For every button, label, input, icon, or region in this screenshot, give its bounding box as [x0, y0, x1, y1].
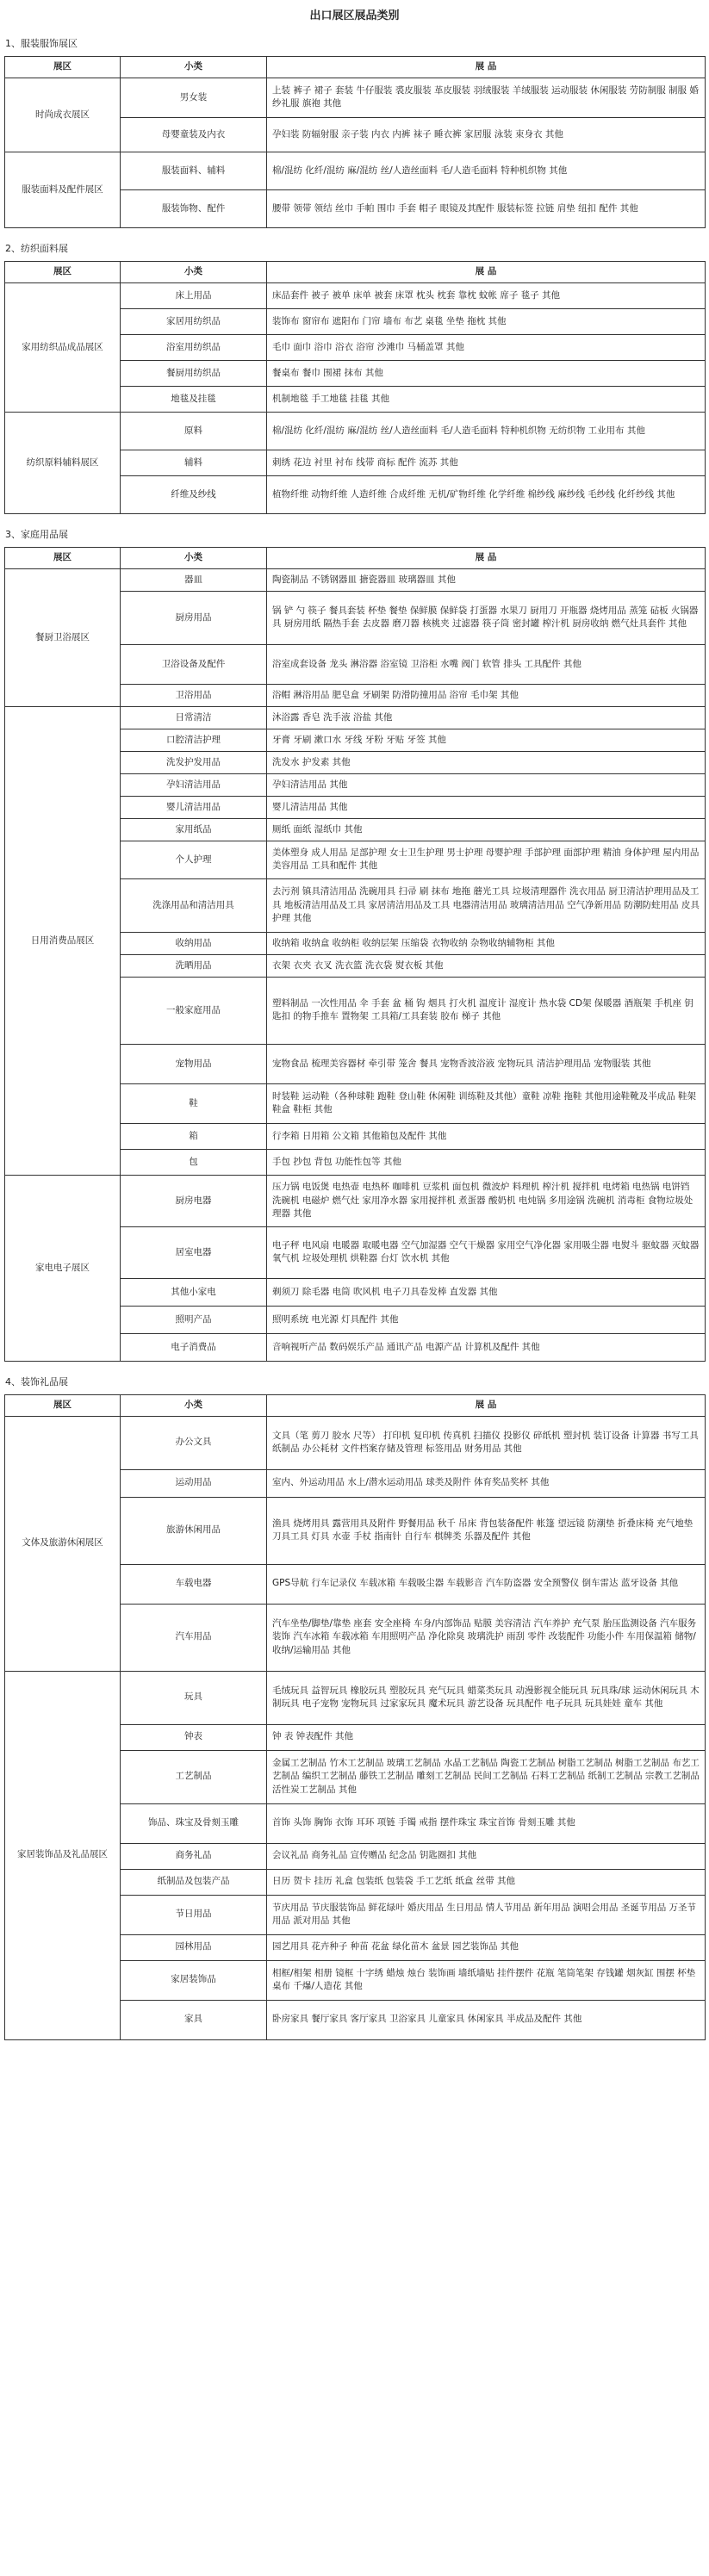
header-zone: 展区 [5, 1394, 121, 1416]
exhibit-list: 腰带 领带 领结 丝巾 手帕 围巾 手套 帽子 眼镜及其配件 服装标签 拉链 肩垫 纽扣 配件 其他 [267, 189, 706, 227]
exhibit-list: 手包 抄包 背包 功能性包等 其他 [267, 1149, 706, 1175]
zone-name: 文体及旅游休闲展区 [5, 1416, 121, 1671]
table-row [5, 1671, 706, 1724]
exhibit-list: 文具（笔 剪刀 胶水 尺等） 打印机 复印机 传真机 扫描仪 投影仪 碎纸机 塑封机 装订设备 计算器 书写工具 纸制品 办公耗材 文件档案存储及管理 标签用品 财务用品 其他 [267, 1416, 706, 1469]
exhibit-list: 宠物食品 梳理美容器材 牵引带 笼舍 餐具 宠物香波浴液 宠物玩具 清洁护理用品 宠物服装 其他 [267, 1044, 706, 1083]
exhibit-list: 锅 铲 勺 筷子 餐具套装 杯垫 餐垫 保鲜膜 保鲜袋 打蛋器 水果刀 厨用刀 开瓶器 烧烤用品 蒸笼 砧板 火锅器具 厨房用纸 隔热手套 去皮器 磨刀器 核桃夹 过滤器 筷子筒 密封罐 榨汁机 厨房收纳 燃气灶具套件 其他 [267, 591, 706, 644]
table-header [5, 56, 706, 78]
zone-name: 家电电子展区 [5, 1175, 121, 1361]
subcategory-name: 纸制品及包装产品 [121, 1869, 267, 1895]
zone-name: 家居装饰品及礼品展区 [5, 1671, 121, 2039]
zone-name: 日用消费品展区 [5, 706, 121, 1175]
subcategory-name: 宠物用品 [121, 1044, 267, 1083]
table-body [5, 282, 706, 513]
header-subcategory: 小类 [121, 261, 267, 282]
exhibit-list: 钟 表 钟表配件 其他 [267, 1724, 706, 1750]
zone-name: 服装面料及配件展区 [5, 152, 121, 227]
table-body [5, 568, 706, 1361]
subcategory-name: 卫浴用品 [121, 684, 267, 706]
exhibit-list: 植物纤维 动物纤维 人造纤维 合成纤维 无机/矿物纤维 化学纤维 棉纱线 麻纱线 毛纱线 化纤纱线 其他 [267, 475, 706, 513]
exhibit-list: 孕妇装 防辐射服 亲子装 内衣 内裤 袜子 睡衣裤 家居服 泳装 束身衣 其他 [267, 117, 706, 152]
exhibit-list: 压力锅 电饭煲 电热壶 电热杯 咖啡机 豆浆机 面包机 微波炉 料理机 榨汁机 搅拌机 电烤箱 电热锅 电饼铛 洗碗机 电磁炉 燃气灶 家用净水器 家用搅拌机 煮蛋器 酸奶机 电炖锅 多用途锅 洗碗机 消毒柜 食物垃圾处理器 其他 [267, 1175, 706, 1226]
exhibit-list: 棉/混纺 化纤/混纺 麻/混纺 丝/人造丝面料 毛/人造毛面料 特种机织物 其他 [267, 152, 706, 189]
subcategory-name: 车载电器 [121, 1564, 267, 1604]
subcategory-name: 辅料 [121, 450, 267, 475]
category-table [4, 56, 706, 228]
exhibit-list: 相框/相架 相册 镜框 十字绣 蜡烛 烛台 装饰画 墙纸墙贴 挂件摆件 花瓶 笔筒笔架 存钱罐 烟灰缸 围摆 杯垫 桌布 千爆/人造花 其他 [267, 1960, 706, 2000]
header-exhibits: 展 品 [267, 1394, 706, 1416]
zone-name: 餐厨卫浴展区 [5, 568, 121, 706]
subcategory-name: 其他小家电 [121, 1278, 267, 1306]
subcategory-name: 餐厨用纺织品 [121, 360, 267, 386]
table-header [5, 547, 706, 568]
section [0, 37, 709, 228]
subcategory-name: 地毯及挂毯 [121, 386, 267, 412]
table-row [5, 412, 706, 450]
subcategory-name: 电子消费品 [121, 1333, 267, 1361]
header-row [5, 1394, 706, 1416]
subcategory-name: 器皿 [121, 568, 267, 591]
header-zone: 展区 [5, 547, 121, 568]
exhibit-list: 去污剂 镇具清洁用品 洗碗用具 扫帚 刷 抹布 地拖 蘑光工具 垃圾清理器件 洗衣用品 厨卫清洁护理用品及工具 地板清洁用品及工具 家居清洁用品及工具 电器清洁用品 玻璃清洁用品 空气净新用品 防潮防蛀用品 皮具护理 其他 [267, 878, 706, 932]
exhibit-list: 汽车坐垫/脚垫/靠垫 座套 安全座椅 车身/内部饰品 贴膜 美容清洁 汽车养护 充气泵 胎压监测设备 汽车服务装饰 汽车冰箱 车载冰箱 车用照明产品 净化除臭 玻璃洗护 雨刮 零件 改装配件 功能小件 车用保温箱 储物/收纳/运输用品 其他 [267, 1604, 706, 1671]
exhibit-list: 金属工艺制品 竹木工艺制品 玻璃工艺制品 水晶工艺制品 陶瓷工艺制品 树脂工艺制品 树脂工艺制品 布艺工艺制品 编织工艺制品 藤铁工艺制品 雕刻工艺制品 民间工艺制品 石料工艺制品 纸制工艺制品 宗教工艺制品 活性炭工艺制品 其他 [267, 1750, 706, 1803]
table-row [5, 152, 706, 189]
exhibit-list: 沐浴露 香皂 洗手液 浴盐 其他 [267, 706, 706, 729]
header-subcategory: 小类 [121, 1394, 267, 1416]
subcategory-name: 床上用品 [121, 282, 267, 308]
section [0, 528, 709, 1362]
header-row [5, 547, 706, 568]
subcategory-name: 服装面料、辅料 [121, 152, 267, 189]
subcategory-name: 旅游休闲用品 [121, 1497, 267, 1564]
subcategory-name: 男女装 [121, 78, 267, 117]
subcategory-name: 纤维及纱线 [121, 475, 267, 513]
subcategory-name: 洗发护发用品 [121, 751, 267, 773]
header-zone: 展区 [5, 56, 121, 78]
exhibit-list: 洗发水 护发素 其他 [267, 751, 706, 773]
exhibit-list: 会议礼品 商务礼品 宣传赠品 纪念品 钥匙圈扣 其他 [267, 1843, 706, 1869]
exhibit-list: 孕妇清洁用品 其他 [267, 773, 706, 796]
subcategory-name: 包 [121, 1149, 267, 1175]
table-body [5, 78, 706, 227]
exhibit-list: 音响视听产品 数码娱乐产品 通讯产品 电源产品 计算机及配件 其他 [267, 1333, 706, 1361]
exhibit-list: 行李箱 日用箱 公文箱 其他箱包及配件 其他 [267, 1123, 706, 1149]
header-exhibits: 展 品 [267, 547, 706, 568]
zone-name: 时尚成衣展区 [5, 78, 121, 152]
zone-name: 家用纺织品成品展区 [5, 282, 121, 412]
header-zone: 展区 [5, 261, 121, 282]
subcategory-name: 办公文具 [121, 1416, 267, 1469]
section-title: 2、纺织面料展 [5, 242, 68, 254]
subcategory-name: 日常清洁 [121, 706, 267, 729]
subcategory-name: 居室电器 [121, 1226, 267, 1278]
exhibit-list: 餐桌布 餐巾 围裙 抹布 其他 [267, 360, 706, 386]
category-table [4, 547, 706, 1362]
exhibit-list: 毛巾 面巾 浴巾 浴衣 浴帘 沙滩巾 马桶盖罩 其他 [267, 334, 706, 360]
header-exhibits: 展 品 [267, 261, 706, 282]
section-title: 1、服装服饰展区 [5, 37, 78, 49]
subcategory-name: 母婴童装及内衣 [121, 117, 267, 152]
exhibit-list: 牙膏 牙刷 漱口水 牙线 牙粉 牙贴 牙签 其他 [267, 729, 706, 751]
section-title: 4、装饰礼品展 [5, 1375, 68, 1387]
table-body [5, 1416, 706, 2039]
section [0, 242, 709, 514]
exhibit-list: 收纳箱 收纳盒 收纳柜 收纳层架 压缩袋 衣物收纳 杂物收纳辅物柜 其他 [267, 932, 706, 954]
subcategory-name: 鞋 [121, 1083, 267, 1123]
exhibit-list: 机制地毯 手工地毯 挂毯 其他 [267, 386, 706, 412]
exhibit-list: 刺绣 花边 衬里 衬布 线带 商标 配件 流苏 其他 [267, 450, 706, 475]
table-row [5, 706, 706, 729]
subcategory-name: 洗涤用品和清洁用具 [121, 878, 267, 932]
table-row [5, 78, 706, 117]
zone-name: 纺织原料辅料展区 [5, 412, 121, 513]
subcategory-name: 一般家庭用品 [121, 977, 267, 1044]
exhibit-list: 剃须刀 除毛器 电筒 吹风机 电子刀具卷发棒 直发器 其他 [267, 1278, 706, 1306]
subcategory-name: 汽车用品 [121, 1604, 267, 1671]
subcategory-name: 原料 [121, 412, 267, 450]
exhibit-list: 园艺用具 花卉种子 种苗 花盆 绿化苗木 盆景 园艺装饰品 其他 [267, 1934, 706, 1960]
exhibit-list: 浴室成套设备 龙头 淋浴器 浴室镜 卫浴柜 水嘴 阀门 软管 排头 工具配件 其他 [267, 644, 706, 684]
exhibit-list: 室内、外运动用品 水上/潜水运动用品 球类及附件 体育奖品奖杯 其他 [267, 1469, 706, 1497]
subcategory-name: 工艺制品 [121, 1750, 267, 1803]
exhibit-list: 上装 裤子 裙子 套装 牛仔服装 裘皮服装 革皮服装 羽绒服装 羊绒服装 运动服装 休闲服装 劳防制服 制服 婚纱礼服 旗袍 其他 [267, 78, 706, 117]
subcategory-name: 园林用品 [121, 1934, 267, 1960]
exhibit-list: GPS导航 行车记录仪 车载冰箱 车载吸尘器 车载影音 汽车防盗器 安全预警仪 倒车雷达 蓝牙设备 其他 [267, 1564, 706, 1604]
exhibit-list: 日历 贺卡 挂历 礼盒 包装纸 包装袋 手工艺纸 纸盒 丝带 其他 [267, 1869, 706, 1895]
exhibit-list: 毛绒玩具 益智玩具 橡胶玩具 塑胶玩具 充气玩具 蜡菜类玩具 动漫影视全能玩具 玩具珠/球 运动休闲玩具 木制玩具 电子宠物 宠物玩具 过家家玩具 魔术玩具 游艺设备 玩具配件 电子玩具 玩具娃娃 童车 其他 [267, 1671, 706, 1724]
subcategory-name: 节日用品 [121, 1895, 267, 1934]
exhibit-list: 渔具 烧烤用具 露营用具及附件 野餐用品 秋千 吊床 背包装备配件 帐篷 望远镜 防潮垫 折叠床椅 充气地垫 刀具工具 灯具 水壶 手杖 指南针 自行车 棋牌类 乐器及配件 其他 [267, 1497, 706, 1564]
subcategory-name: 玩具 [121, 1671, 267, 1724]
category-table [4, 261, 706, 514]
exhibit-list: 陶瓷制品 不锈钢器皿 搪瓷器皿 玻璃器皿 其他 [267, 568, 706, 591]
subcategory-name: 家居装饰品 [121, 1960, 267, 2000]
subcategory-name: 箱 [121, 1123, 267, 1149]
subcategory-name: 洗晒用品 [121, 954, 267, 977]
exhibit-list: 电子秤 电风扇 电暖器 取暖电器 空气加湿器 空气干燥器 家用空气净化器 家用吸尘器 电熨斗 驱蚊器 灭蚊器 氧气机 垃圾处理机 烘鞋器 台灯 饮水机 其他 [267, 1226, 706, 1278]
table-row [5, 282, 706, 308]
subcategory-name: 厨房电器 [121, 1175, 267, 1226]
table-header [5, 1394, 706, 1416]
exhibit-list: 衣架 衣夹 衣叉 洗衣篮 洗衣袋 熨衣板 其他 [267, 954, 706, 977]
exhibit-list: 棉/混纺 化纤/混纺 麻/混纺 丝/人造丝面料 毛/人造毛面料 特种机织物 无纺织物 工业用布 其他 [267, 412, 706, 450]
exhibit-list: 时装鞋 运动鞋（各种球鞋 跑鞋 登山鞋 休闲鞋 训练鞋及其他）童鞋 凉鞋 拖鞋 其他用途鞋靴及半成品 鞋架 鞋盒 鞋柜 其他 [267, 1083, 706, 1123]
sections-container [0, 37, 709, 2040]
exhibit-list: 床品套件 被子 被单 床单 被套 床罩 枕头 枕套 靠枕 蚊帐 席子 毯子 其他 [267, 282, 706, 308]
table-row [5, 568, 706, 591]
category-table [4, 1394, 706, 2040]
subcategory-name: 婴儿清洁用品 [121, 796, 267, 818]
document-title: 出口展区展品类别 [309, 9, 400, 22]
header-exhibits: 展 品 [267, 56, 706, 78]
section [0, 1375, 709, 2040]
header-row [5, 56, 706, 78]
table-row [5, 1175, 706, 1226]
subcategory-name: 个人护理 [121, 841, 267, 878]
exhibit-list: 装饰布 窗帘布 遮阳布 门帘 墙布 布艺 桌毯 坐垫 拖枕 其他 [267, 308, 706, 334]
subcategory-name: 商务礼品 [121, 1843, 267, 1869]
header-row [5, 261, 706, 282]
table-row [5, 1416, 706, 1469]
exhibit-list: 浴帽 淋浴用品 肥皂盒 牙刷架 防滑防撞用品 浴帘 毛巾架 其他 [267, 684, 706, 706]
subcategory-name: 家具 [121, 2000, 267, 2039]
subcategory-name: 浴室用纺织品 [121, 334, 267, 360]
subcategory-name: 运动用品 [121, 1469, 267, 1497]
subcategory-name: 厨房用品 [121, 591, 267, 644]
table-header [5, 261, 706, 282]
subcategory-name: 家居用纺织品 [121, 308, 267, 334]
exhibit-list: 首饰 头饰 胸饰 衣饰 耳环 项链 手镯 戒指 摆件珠宝 珠宝首饰 骨刻玉雕 其他 [267, 1803, 706, 1843]
exhibit-list: 照明系统 电光源 灯具配件 其他 [267, 1306, 706, 1333]
header-subcategory: 小类 [121, 547, 267, 568]
subcategory-name: 服装饰物、配件 [121, 189, 267, 227]
subcategory-name: 饰品、珠宝及骨刻玉雕 [121, 1803, 267, 1843]
exhibit-list: 婴儿清洁用品 其他 [267, 796, 706, 818]
subcategory-name: 家用纸品 [121, 818, 267, 841]
exhibit-list: 塑料制品 一次性用品 伞 手套 盆 桶 钩 烟具 打火机 温度计 湿度计 热水袋 CD架 保暖器 酒瓶架 手机座 钥匙扣 的物手推车 置物架 工具箱/工具套装 胶布 梯子 其他 [267, 977, 706, 1044]
subcategory-name: 口腔清洁护理 [121, 729, 267, 751]
subcategory-name: 照明产品 [121, 1306, 267, 1333]
exhibit-list: 厕纸 面纸 湿纸巾 其他 [267, 818, 706, 841]
subcategory-name: 收纳用品 [121, 932, 267, 954]
exhibit-list: 卧房家具 餐厅家具 客厅家具 卫浴家具 儿童家具 休闲家具 半成品及配件 其他 [267, 2000, 706, 2039]
header-subcategory: 小类 [121, 56, 267, 78]
subcategory-name: 孕妇清洁用品 [121, 773, 267, 796]
subcategory-name: 钟表 [121, 1724, 267, 1750]
exhibit-list: 美体塑身 成人用品 足部护理 女士卫生护理 男士护理 母婴护理 手部护理 面部护理 精油 身体护理 屋内用品 美容用品 工具和配件 其他 [267, 841, 706, 878]
exhibit-list: 节庆用品 节庆服装饰品 鲜花绿叶 婚庆用品 生日用品 情人节用品 新年用品 演唱会用品 圣诞节用品 万圣节用品 派对用品 其他 [267, 1895, 706, 1934]
subcategory-name: 卫浴设备及配件 [121, 644, 267, 684]
section-title: 3、家庭用品展 [5, 528, 68, 540]
